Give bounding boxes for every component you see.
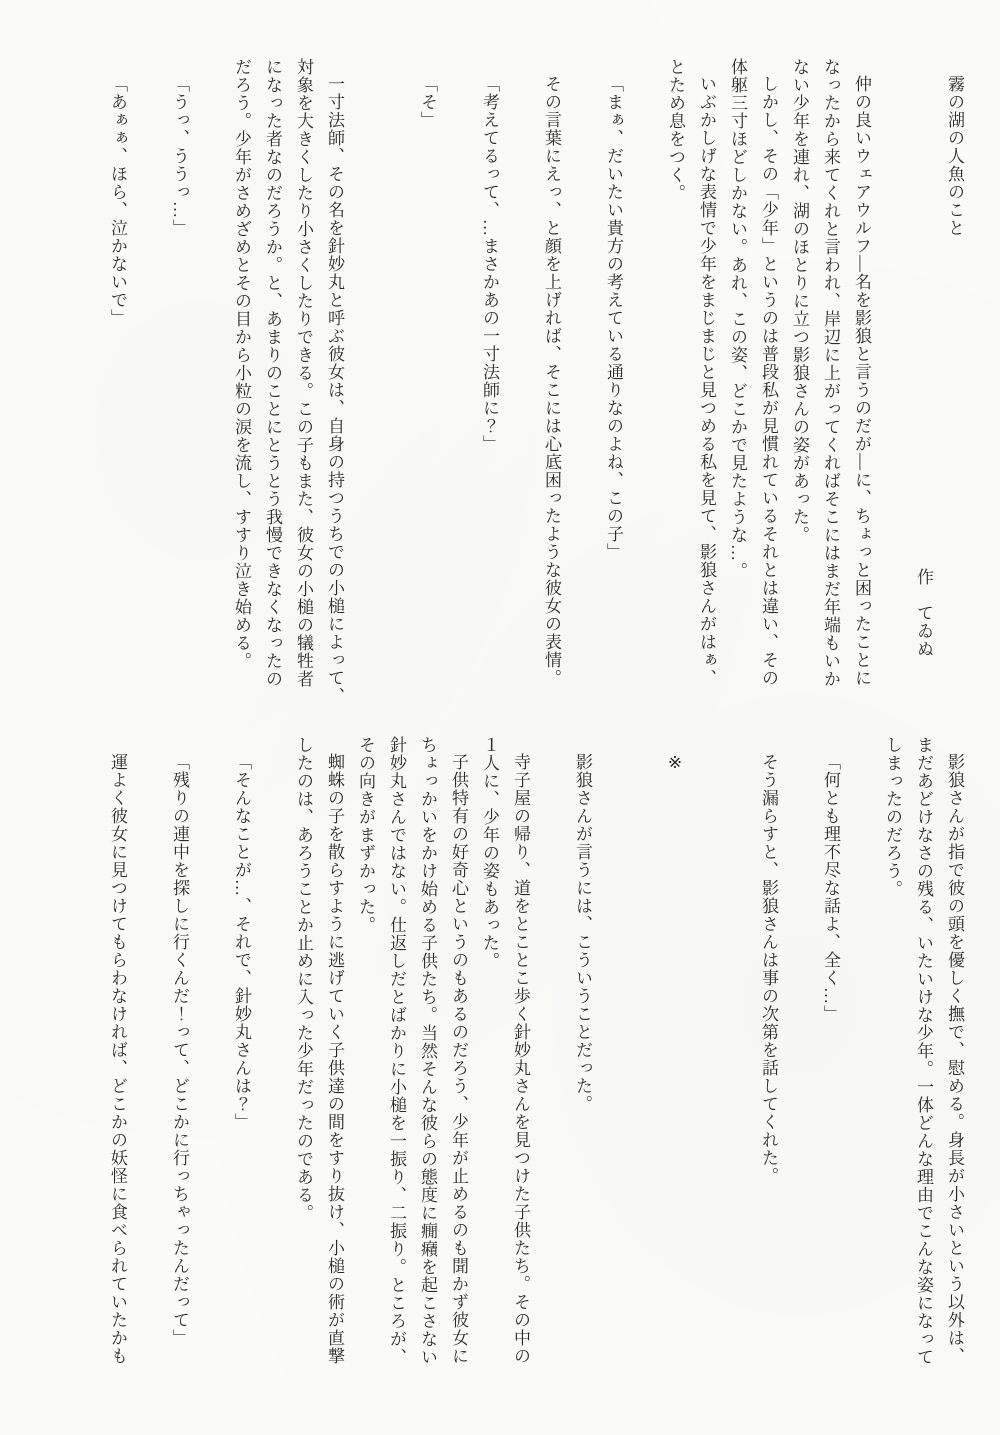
paragraph-line: とため息をつく。 (666, 58, 685, 202)
story-section (35, 736, 970, 1432)
paragraph-line: その向きがまずかった。 (356, 736, 375, 934)
paragraph-line: 子供特有の好奇心というのもあるのだろう、少年が止めるのも聞かず彼女に (449, 753, 468, 1365)
dialogue-line: 「残りの連中を探しに行くんだ！って、どこかに行っちゃったんだって」 (170, 753, 189, 1347)
dialogue-line: 「そんなことが…、それで、針妙丸さんは？」 (232, 753, 251, 1131)
paragraph-line: 体躯三寸ほどしかない。あれ、この姿、どこかで見たような…。 (728, 58, 747, 580)
paragraph-line: ない少年を連れ、湖のほとりに立つ影狼さんの姿があった。 (790, 58, 809, 544)
paragraph-line: 針妙丸さんではない。仕返しだとばかりに小槌を一振り、二振り。ところが、 (387, 736, 406, 1366)
paragraph-line: 対象を大きくしたり小さくしたりできる。この子もまた、彼女の小槌の犠牲者 (294, 58, 313, 688)
paragraph-line: ちょっかいをかけ始める子供たち。当然そんな彼らの態度に癇癪を起こさない (418, 736, 437, 1366)
paragraph-line: １人に、少年の姿もあった。 (480, 736, 499, 970)
dialogue-line: 「あぁぁ、ほら、泣かないで」 (108, 75, 127, 327)
section-divider: ※ (666, 753, 685, 774)
dialogue-line: 「まぁ、だいたい貴方の考えている通りなのよね、この子」 (604, 75, 623, 561)
paragraph-line: まだあどけなさの残る、いたいけな少年。一体どんな理由でこんな姿になって (914, 736, 933, 1366)
page-title: 霧の湖の人魚のこと (945, 75, 964, 237)
dialogue-line: 「何とも理不尽な話よ、全く…」 (821, 753, 840, 1023)
paragraph-line: そう漏らすと、影狼さんは事の次第を話してくれた。 (759, 753, 778, 1185)
paragraph-line: 影狼さんが指で彼の頭を優しく撫で、慰める。身長が小さいという以外は、 (945, 753, 964, 1365)
paragraph-line: 一寸法師、その名を針妙丸と呼ぶ彼女は、自身の持つうちでの小槌によって、 (325, 75, 344, 705)
opening-section (35, 58, 970, 716)
paragraph-line: いぶかしげな表情で少年をまじまじと見つめる私を見て、影狼さんがはぁ、 (697, 75, 716, 687)
paragraph-line: しまったのだろう。 (883, 736, 902, 898)
paragraph-line: したのは、あろうことか止めに入った少年だったのである。 (294, 736, 313, 1222)
paragraph-line: しかし、その「少年」というのは普段私が見慣れているそれとは違い、その (759, 75, 778, 687)
paragraph-line: 蜘蛛の子を散らすように逃げていく子供達の間をすり抜け、小槌の術が直撃 (325, 753, 344, 1365)
paragraph-line: 運よく彼女に見つけてもらわなければ、どこかの妖怪に食べられていたかも (108, 753, 127, 1365)
dialogue-line: 「そ」 (418, 75, 437, 129)
dialogue-line: 「うっ、ううっ…」 (170, 75, 189, 237)
paragraph-line: 寺子屋の帰り、道をとことこ歩く針妙丸さんを見つけた子供たち。その中の (511, 753, 530, 1365)
paragraph-line: になった者なのだろうか。と、あまりのことにとうとう我慢できなくなったの (263, 58, 282, 688)
paragraph-line: その言葉にえっ、と顔を上げれば、そこには心底困ったような彼女の表情。 (542, 75, 561, 687)
paragraph-line: 仲の良いウェアウルフ―名を影狼と言うのだが―に、ちょっと困ったことに (852, 75, 871, 687)
paragraph-line: なったから来てくれと言われ、岸辺に上がってくればそこにはまだ年端もいか (821, 58, 840, 688)
paragraph-line: 影狼さんが言うには、こういうことだった。 (573, 753, 592, 1113)
author-credit: 作 てゐぬ (914, 568, 933, 658)
dialogue-line: 「考えてるって、…まさかあの一寸法師に？」 (480, 75, 499, 453)
paragraph-line: だろう。少年がさめざめとその目から小粒の涙を流し、すすり泣き始める。 (232, 58, 251, 670)
